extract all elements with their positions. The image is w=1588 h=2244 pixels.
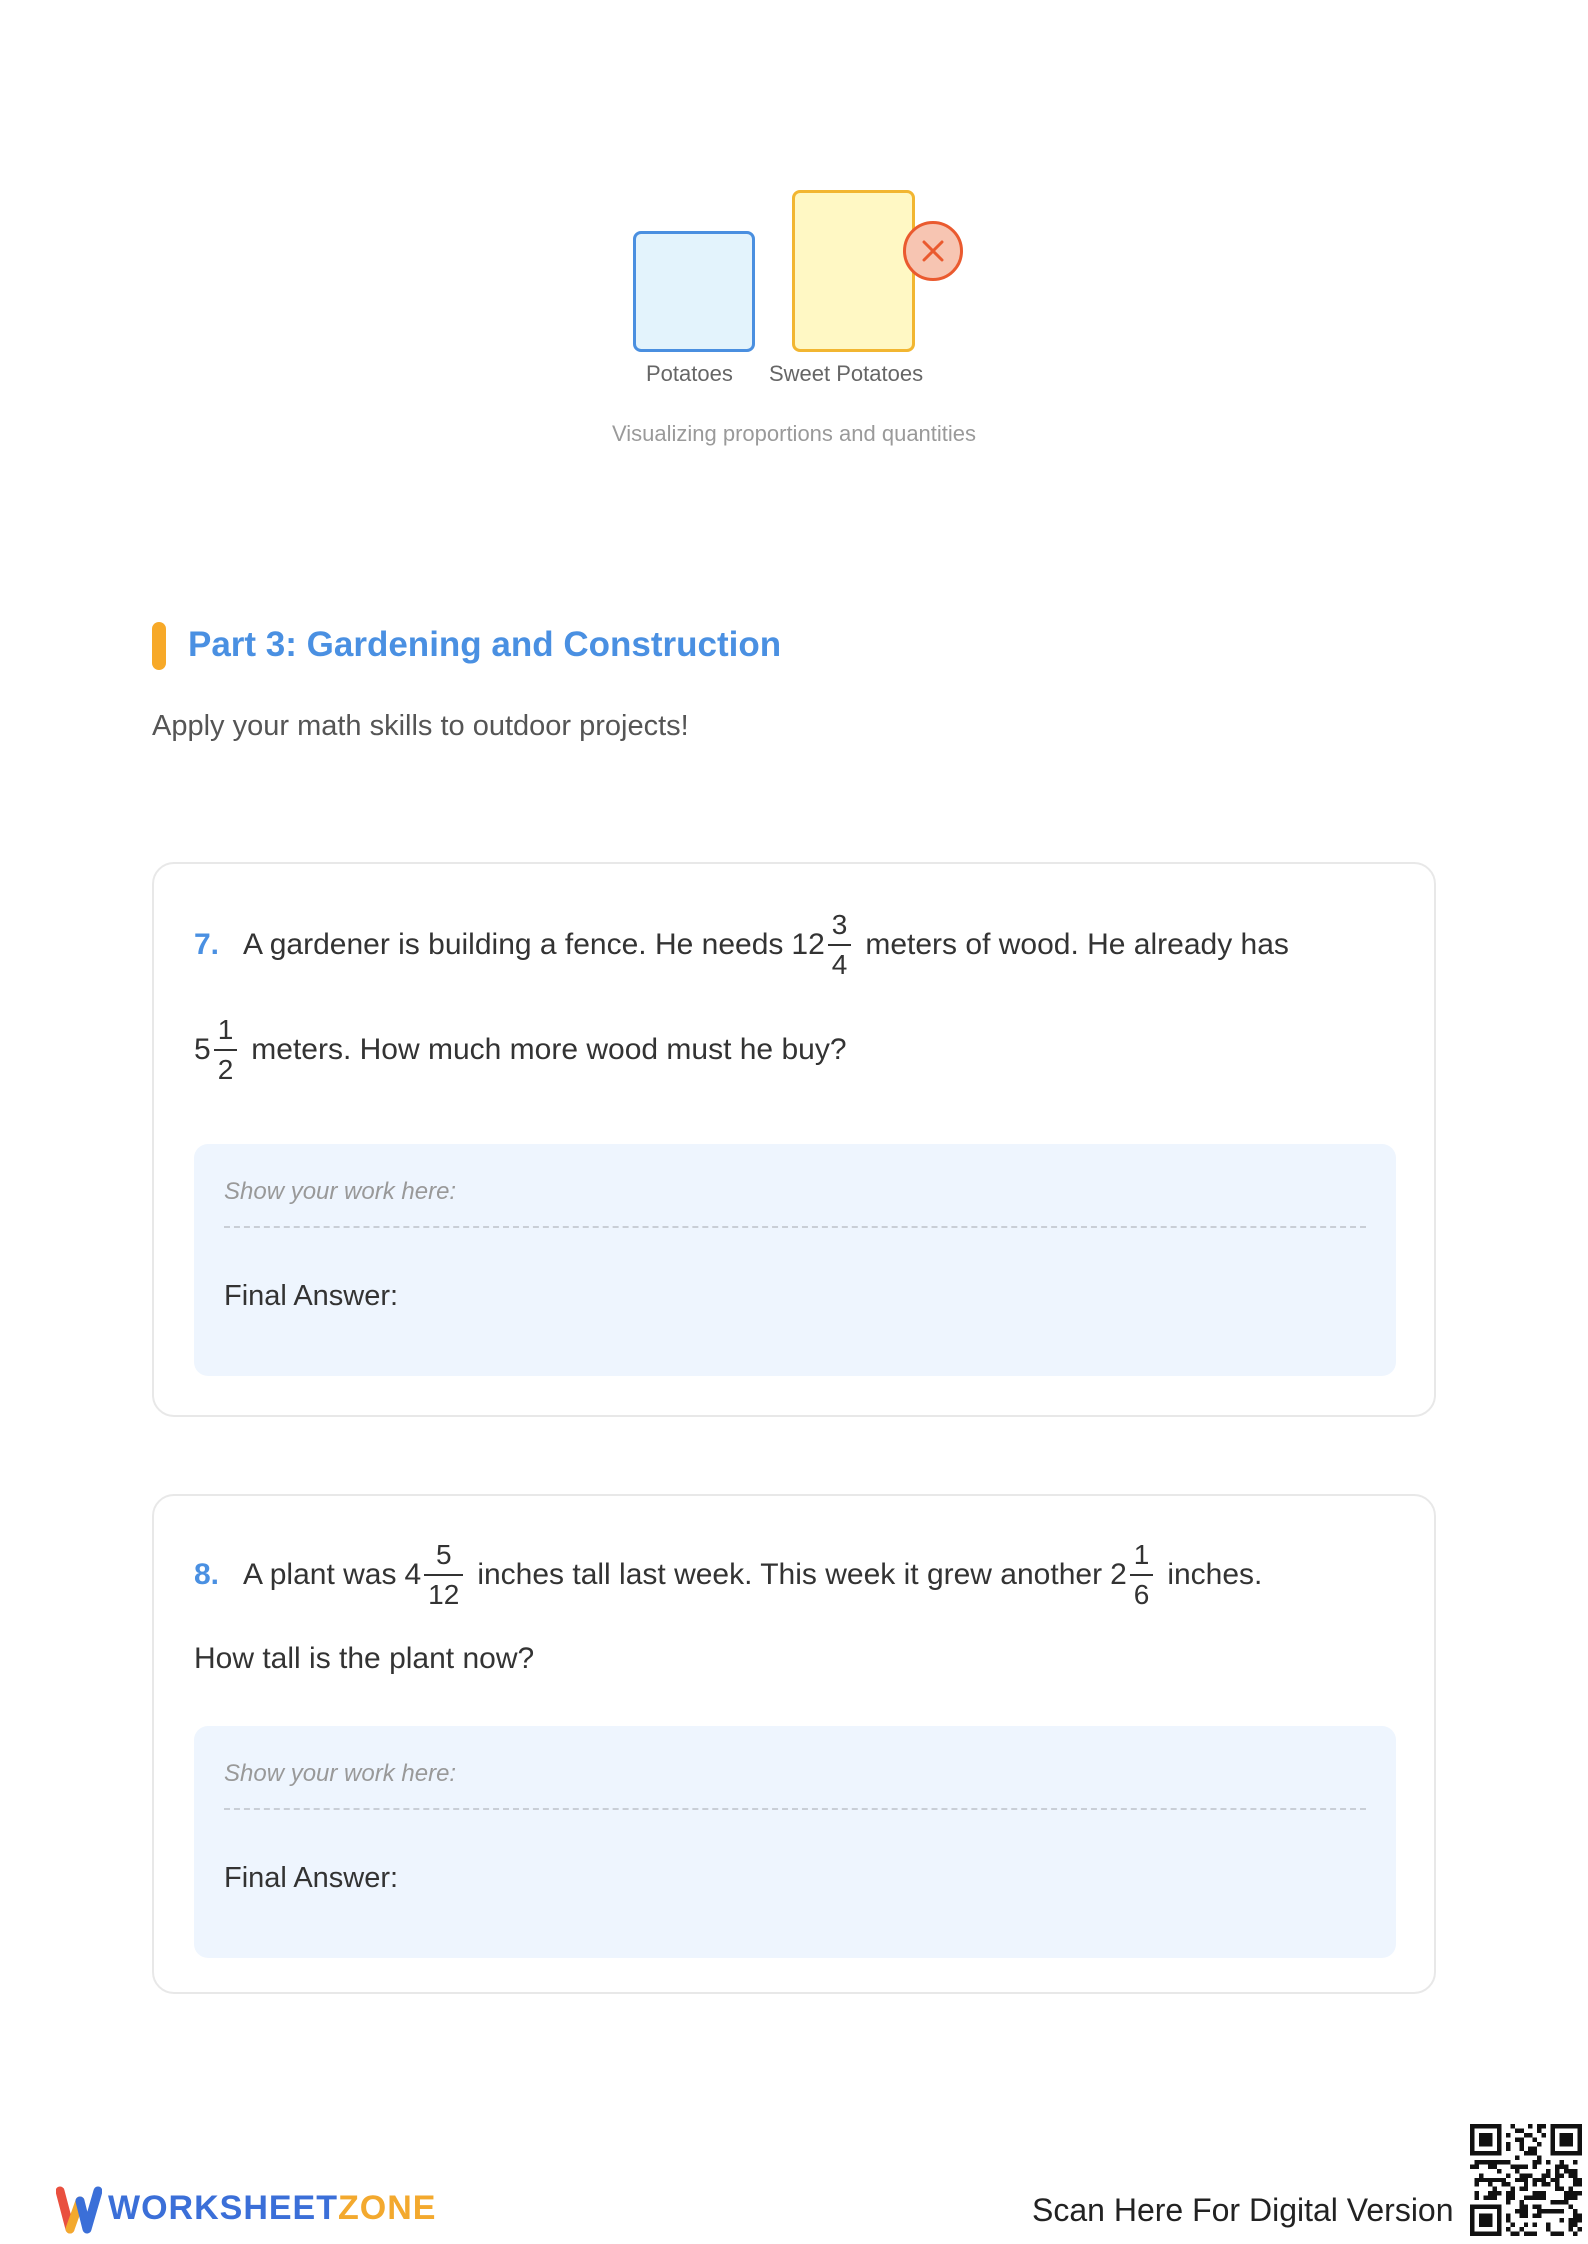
work-area[interactable] (194, 1144, 1396, 1376)
fraction (214, 1016, 238, 1084)
question-card-7 (152, 862, 1436, 1417)
question-text: inches tall last week. This week it grew another (477, 1558, 1103, 1591)
dashed-divider (224, 1808, 1366, 1810)
question-7-line-2 (194, 1016, 847, 1084)
question-text: A gardener is building a fence. He needs (243, 928, 784, 961)
fraction-numerator: 5 (435, 1539, 452, 1570)
question-text: inches. (1167, 1558, 1263, 1591)
close-circle-icon (903, 221, 963, 281)
fraction-denominator: 2 (214, 1049, 238, 1084)
worksheetzone-logo-icon (56, 2183, 102, 2242)
fraction-denominator: 4 (828, 944, 852, 979)
question-text: meters. How much more wood must he buy? (251, 1033, 847, 1066)
fraction (424, 1541, 463, 1609)
scan-instruction: Scan Here For Digital Version (1032, 2192, 1454, 2228)
sweet-potatoes-box (792, 190, 915, 352)
work-placeholder: Show your work here: (224, 1178, 457, 1205)
section-subtitle: Apply your math skills to outdoor projects! (152, 710, 689, 742)
fraction-numerator: 3 (831, 909, 848, 940)
section-title: Part 3: Gardening and Construction (188, 625, 782, 664)
brand-logo[interactable] (108, 2189, 436, 2228)
mixed-number-whole: 2 (1110, 1558, 1127, 1591)
question-card-8 (152, 1494, 1436, 1994)
fraction (828, 911, 852, 979)
work-area[interactable] (194, 1726, 1396, 1958)
question-number: 8. (194, 1558, 220, 1591)
mixed-number-whole: 12 (791, 928, 825, 961)
question-text: A plant was (243, 1558, 397, 1591)
question-text: meters of wood. He already has (865, 928, 1289, 961)
fraction (1130, 1541, 1154, 1609)
fraction-numerator: 1 (217, 1014, 234, 1045)
question-8-line-2 (194, 1642, 534, 1676)
proportion-illustration (0, 0, 1588, 470)
final-answer-label: Final Answer: (224, 1280, 399, 1312)
section-accent-bar (152, 622, 166, 670)
brand-name-part-2: ZONE (338, 2189, 437, 2227)
question-number: 7. (194, 928, 220, 961)
question-8-line-1 (194, 1541, 1262, 1609)
work-placeholder: Show your work here: (224, 1760, 457, 1787)
brand-name-part-1: WORKSHEET (108, 2189, 338, 2227)
dashed-divider (224, 1226, 1366, 1228)
mixed-number-whole: 5 (194, 1033, 211, 1066)
sweet-potatoes-label: Sweet Potatoes (769, 361, 924, 386)
question-7-line-1 (194, 911, 1289, 979)
final-answer-label: Final Answer: (224, 1862, 399, 1894)
fraction-denominator: 6 (1130, 1574, 1154, 1609)
question-text: How tall is the plant now? (194, 1642, 535, 1675)
potatoes-label: Potatoes (646, 361, 733, 386)
fraction-denominator: 12 (424, 1574, 463, 1609)
mixed-number-whole: 4 (404, 1558, 422, 1591)
qr-code-icon[interactable] (1470, 2124, 1582, 2236)
fraction-numerator: 1 (1133, 1539, 1150, 1570)
illustration-caption: Visualizing proportions and quantities (611, 421, 977, 446)
potatoes-box (633, 231, 755, 352)
